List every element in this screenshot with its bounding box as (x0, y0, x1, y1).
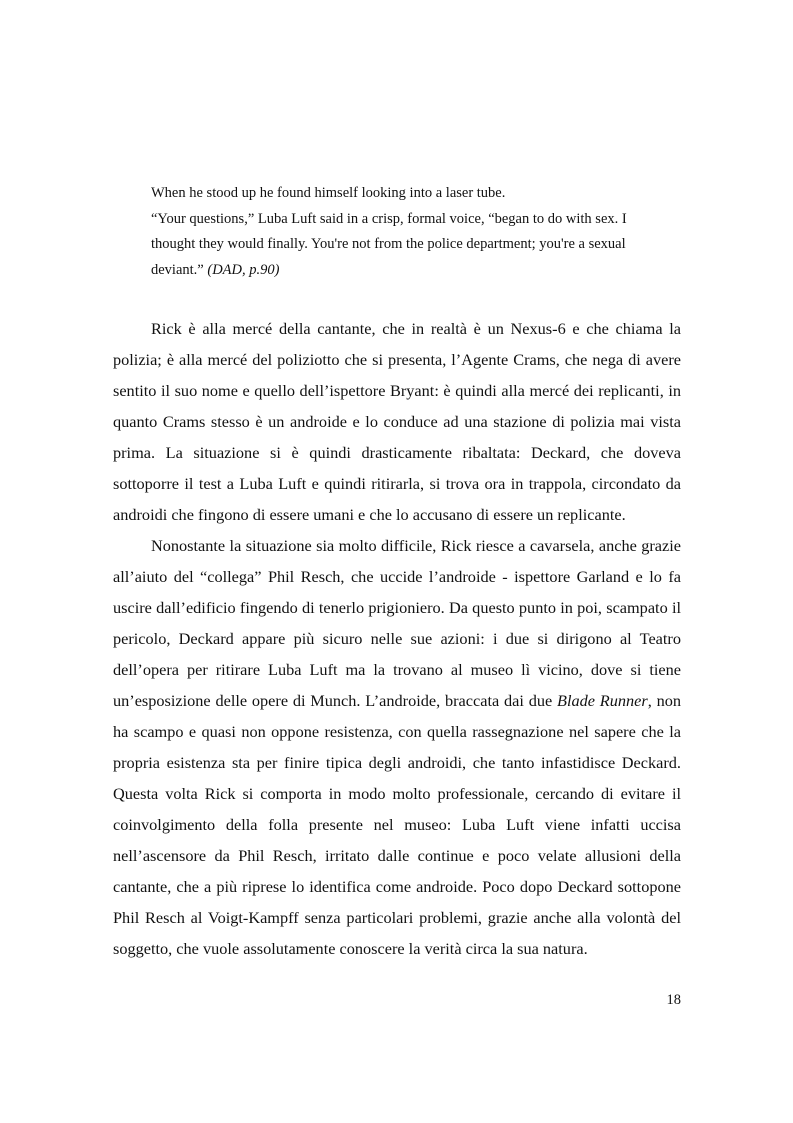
block-quote (151, 181, 651, 283)
quote-citation: (DAD, p.90) (207, 261, 280, 278)
quote-line-2 (151, 207, 651, 284)
paragraph-2 (113, 530, 681, 964)
paragraph-2-part-1: Nonostante la situazione sia molto difficile, Rick riesce a cavarsela, anche grazie all’aiuto del “collega” Phil Resch, che uccide l’androide - ispettore Garland e lo fa uscire dall’edificio fingendo di tenerlo prigioniero. Da questo punto in poi, scampato il pericolo, Deckard appare più sicuro nelle sue azioni: i due si dirigono al Teatro dell’opera per ritirare Luba Luft ma la trovano al museo lì vicino, dove si tiene un’esposizione delle opere di Munch. L’androide, braccata dai due (113, 536, 681, 710)
quote-line-1: When he stood up he found himself looking into a laser tube. (151, 185, 506, 201)
body-text (113, 313, 681, 964)
page-number: 18 (666, 992, 681, 1008)
paragraph-2-part-2: , non ha scampo e quasi non oppone resistenza, con quella rassegnazione nel sapere che la propria esistenza sta per finire tipica degli androidi, che tanto infastidisce Deckard. Questa volta Rick si comporta in modo molto professionale, cercando di evitare il coinvolgimento della folla presente nel museo: Luba Luft viene infatti uccisa nell’ascensore da Phil Resch, irritato dalle continue e poco velate allusioni della cantante, che a più riprese lo identifica come androide. Poco dopo Deckard sottopone Phil Resch al Voigt-Kampff senza particolari problemi, grazie anche alla volontà del soggetto, che vuole assolutamente conoscere la verità circa la sua natura. (113, 691, 681, 958)
blade-runner-title: Blade Runner (557, 691, 648, 710)
paragraph-1: Rick è alla mercé della cantante, che in realtà è un Nexus-6 e che chiama la polizia; è alla mercé del poliziotto che si presenta, l’Agente Crams, che nega di avere sentito il suo nome e quello dell’ispettore Bryant: è quindi alla mercé dei replicanti, in quanto Crams stesso è un androide e lo conduce ad una stazione di polizia mai vista prima. La situazione si è quindi drasticamente ribaltata: Deckard, che doveva sottoporre il test a Luba Luft e quindi ritirarla, si trova ora in trappola, circondato da androidi che fingono di essere umani e che lo accusano di essere un replicante. (113, 319, 681, 524)
quote-dialogue: “Your questions,” Luba Luft said in a crisp, formal voice, “began to do with sex. I thought they would finally. You're not from the police department; you're a sexual deviant.” (151, 210, 627, 278)
